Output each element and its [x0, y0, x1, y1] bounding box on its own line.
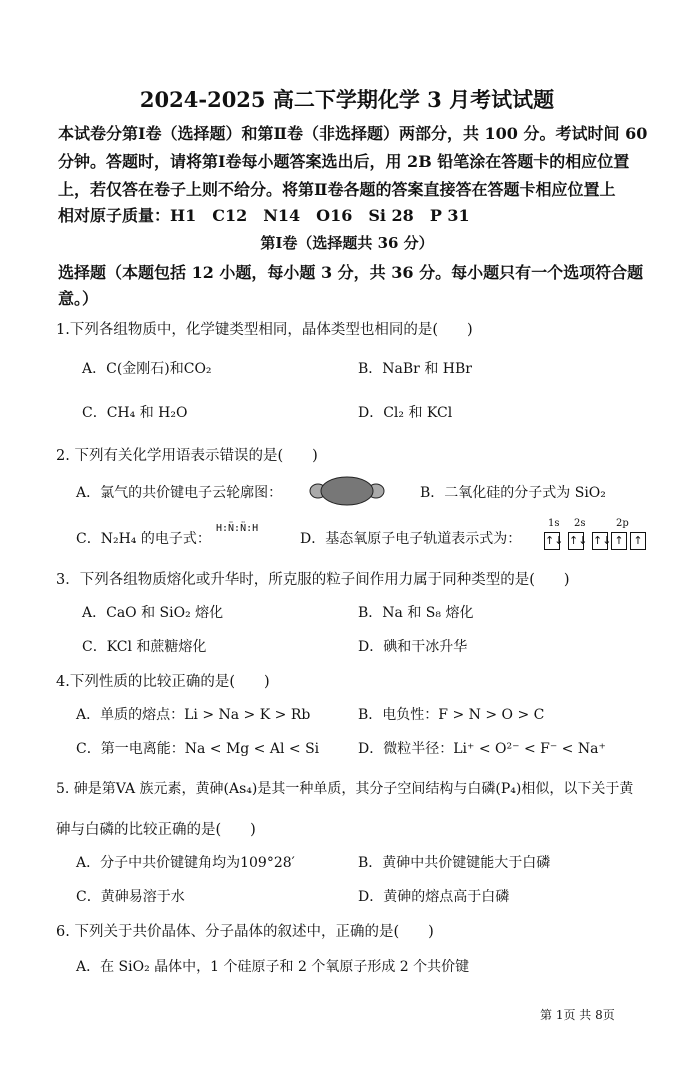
intro-line-1: 本试卷分第Ⅰ卷（选择题）和第Ⅱ卷（非选择题）两部分，共 100 分。考试时间 60 — [58, 124, 648, 143]
q4-option-b: B．电负性：F > N > O > C — [358, 707, 545, 723]
q1-option-a: A．C(金刚石)和CO₂ — [82, 361, 212, 377]
question-5-stem: 5. 砷是第VA 族元素，黄砷(As₄)是其一种单质，其分子空间结构与白磷(P₄)相似，以下关于黄 — [56, 781, 634, 797]
question-6-stem: 6. 下列关于共价晶体、分子晶体的叙述中，正确的是( ) — [56, 924, 434, 940]
q2-option-d: D．基态氧原子电子轨道表示式为： — [300, 531, 522, 547]
q3-option-a: A．CaO 和 SiO₂ 熔化 — [82, 605, 224, 621]
cl2-electron-cloud-diagram — [308, 475, 386, 507]
q4-option-d: D．微粒半径：Li⁺ < O²⁻ < F⁻ < Na⁺ — [358, 741, 606, 757]
page-footer: 第 1页 共 8页 — [540, 1008, 615, 1022]
orbital-box-2p-3: ↑ — [630, 532, 646, 550]
question-4-stem: 4.下列性质的比较正确的是( ) — [56, 674, 270, 690]
intro-line-2: 分钟。答题时，请将第Ⅰ卷每小题答案选出后，用 2B 铅笔涂在答题卡的相应位置 — [58, 152, 630, 171]
q5-option-b: B．黄砷中共价键键能大于白磷 — [358, 855, 551, 871]
q1-option-d: D．Cl₂ 和 KCl — [358, 405, 453, 421]
q5-option-c: C．黄砷易溶于水 — [76, 889, 185, 905]
q6-option-a: A．在 SiO₂ 晶体中，1 个硅原子和 2 个氧原子形成 2 个共价键 — [76, 959, 470, 975]
question-2-stem: 2. 下列有关化学用语表示错误的是( ) — [56, 448, 318, 464]
q5-option-d: D．黄砷的熔点高于白磷 — [358, 889, 510, 905]
q2-option-b: B．二氧化硅的分子式为 SiO₂ — [420, 485, 606, 501]
q2-option-c: C．N₂H₄ 的电子式： — [76, 531, 211, 547]
q4-option-c: C．第一电离能：Na < Mg < Al < Si — [76, 741, 320, 757]
q4-option-a: A．单质的熔点：Li > Na > K > Rb — [76, 707, 311, 723]
orbital-box-2p-2: ↑ — [611, 532, 627, 550]
q2-option-a: A．氯气的共价键电子云轮廓图： — [76, 485, 283, 501]
question-3-stem: 3．下列各组物质熔化或升华时，所克服的粒子间作用力属于同种类型的是( ) — [56, 572, 570, 588]
atomic-mass-line: 相对原子质量：H1 C12 N14 O16 Si 28 P 31 — [58, 206, 470, 225]
orbital-label-2p: 2p — [616, 518, 629, 529]
question-1-stem: 1.下列各组物质中，化学键类型相同，晶体类型也相同的是( ) — [56, 322, 473, 338]
section-desc-2: 意。） — [58, 289, 99, 308]
orbital-label-1s: 1s — [548, 518, 560, 529]
orbital-box-2s: ↑↓ — [568, 532, 584, 550]
orbital-label-2s: 2s — [574, 518, 586, 529]
q3-option-c: C．KCl 和蔗糖熔化 — [82, 639, 207, 655]
q3-option-d: D．碘和干冰升华 — [358, 639, 468, 655]
section-desc-1: 选择题（本题包括 12 小题，每小题 3 分，共 36 分。每小题只有一个选项符合题 — [58, 263, 644, 282]
q1-option-c: C．CH₄ 和 H₂O — [82, 405, 188, 421]
intro-line-3: 上，若仅答在卷子上则不给分。将第Ⅱ卷各题的答案直接答在答题卡相应位置上 — [58, 180, 616, 199]
orbital-box-1s: ↑↓ — [544, 532, 560, 550]
section-title: 第Ⅰ卷（选择题共 36 分） — [260, 234, 434, 252]
q3-option-b: B．Na 和 S₈ 熔化 — [358, 605, 474, 621]
q5-option-a: A．分子中共价键键角均为109°28′ — [76, 855, 295, 871]
n2h4-electron-formula: H:N̈:N̈:H — [216, 523, 259, 534]
question-5-stem-cont: 砷与白磷的比较正确的是( ) — [56, 822, 256, 838]
orbital-box-2p-1: ↑↓ — [592, 532, 608, 550]
q1-option-b: B．NaBr 和 HBr — [358, 361, 472, 377]
page-title: 2024-2025 高二下学期化学 3 月考试试题 — [139, 87, 555, 112]
